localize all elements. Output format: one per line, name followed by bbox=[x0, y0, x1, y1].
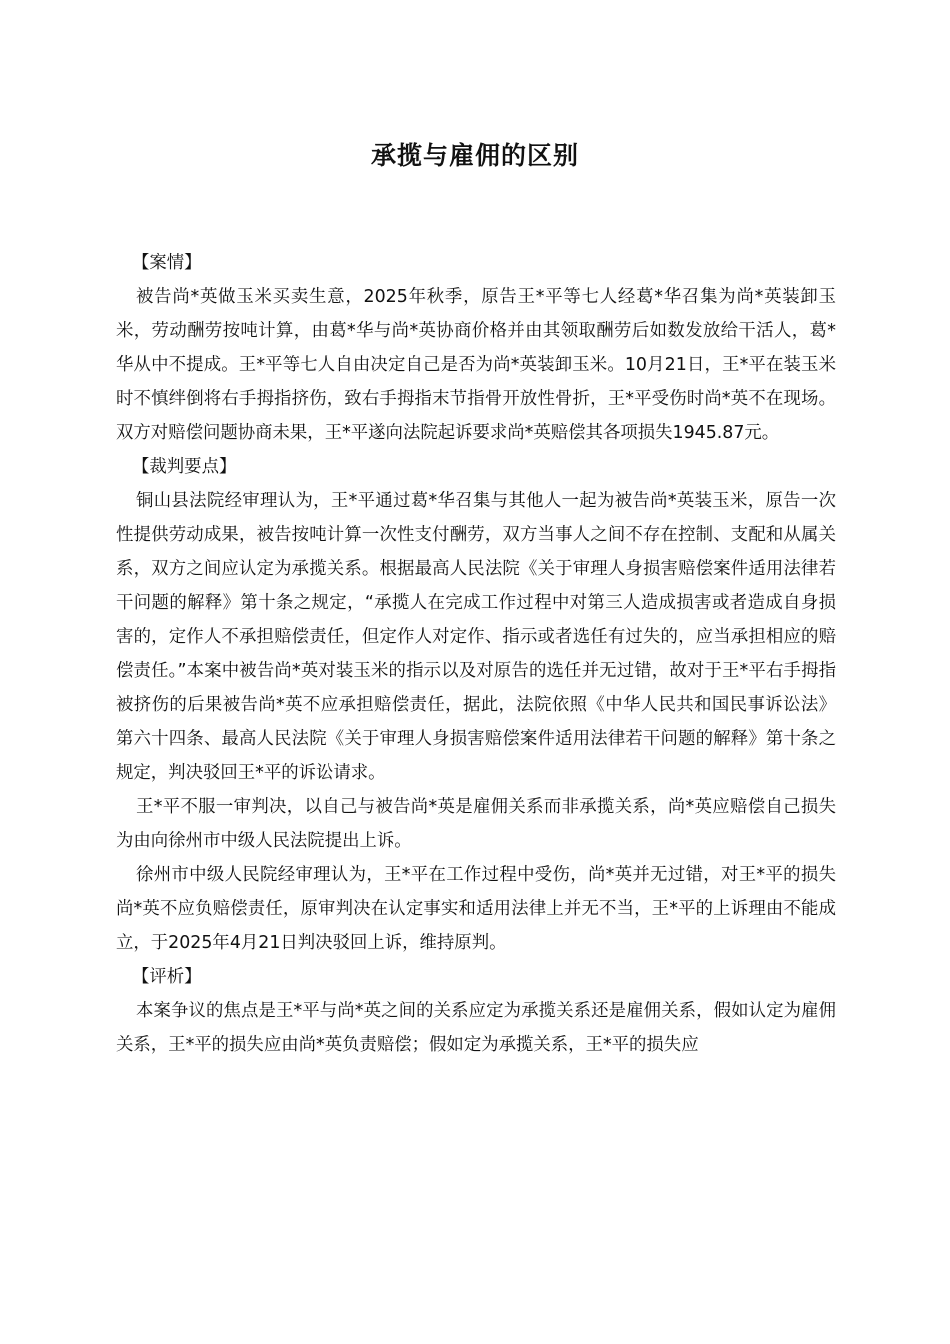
document-body bbox=[116, 246, 836, 1062]
section-heading-analysis: 【评析】 bbox=[132, 967, 202, 987]
section-heading-judgment: 【裁判要点】 bbox=[132, 457, 237, 477]
analysis-paragraph: 本案争议的焦点是王*平与尚*英之间的关系应定为承揽关系还是雇佣关系，假如认定为雇佣关系，王*平的损失应由尚*英负责赔偿；假如定为承揽关系，王*平的损失应 bbox=[116, 1001, 836, 1055]
judgment-paragraph-first-instance: 铜山县法院经审理认为，王*平通过葛*华召集与其他人一起为被告尚*英装玉米，原告一次性提供劳动成果，被告按吨计算一次性支付酬劳，双方当事人之间不存在控制、支配和从属关系，双方之间应认定为承揽关系。根据最高人民法院《关于审理人身损害赔偿案件适用法律若干问题的解释》第十条之规定，“承揽人在完成工作过程中对第三人造成损害或者造成自身损害的，定作人不承担赔偿责任，但定作人对定作、指示或者选任有过失的，应当承担相应的赔偿责任。”本案中被告尚*英对装玉米的指示以及对原告的选任并无过错，故对于王*平右手拇指被挤伤的后果被告尚*英不应承担赔偿责任，据此，法院依照《中华人民共和国民事诉讼法》第六十四条、最高人民法院《关于审理人身损害赔偿案件适用法律若干问题的解释》第十条之规定，判决驳回王*平的诉讼请求。 bbox=[116, 491, 836, 783]
judgment-paragraph-appeal: 王*平不服一审判决，以自己与被告尚*英是雇佣关系而非承揽关系，尚*英应赔偿自己损失为由向徐州市中级人民法院提出上诉。 bbox=[116, 797, 836, 851]
document-title: 承揽与雇佣的区别 bbox=[370, 141, 579, 170]
case-paragraph: 被告尚*英做玉米买卖生意，2025年秋季，原告王*平等七人经葛*华召集为尚*英装卸玉米，劳动酬劳按吨计算，由葛*华与尚*英协商价格并由其领取酬劳后如数发放给干活人，葛*华从中不提成。王*平等七人自由决定自己是否为尚*英装卸玉米。10月21日，王*平在装玉米时不慎绊倒将右手拇指挤伤，致右手拇指末节指骨开放性骨折，王*平受伤时尚*英不在现场。双方对赔偿问题协商未果，王*平遂向法院起诉要求尚*英赔偿其各项损失1945.87元。 bbox=[116, 287, 836, 443]
section-heading-case: 【案情】 bbox=[132, 253, 202, 273]
judgment-paragraph-second-instance: 徐州市中级人民院经审理认为，王*平在工作过程中受伤，尚*英并无过错，对王*平的损失尚*英不应负赔偿责任，原审判决在认定事实和适用法律上并无不当，王*平的上诉理由不能成立，于2025年4月21日判决驳回上诉，维持原判。 bbox=[116, 865, 836, 953]
